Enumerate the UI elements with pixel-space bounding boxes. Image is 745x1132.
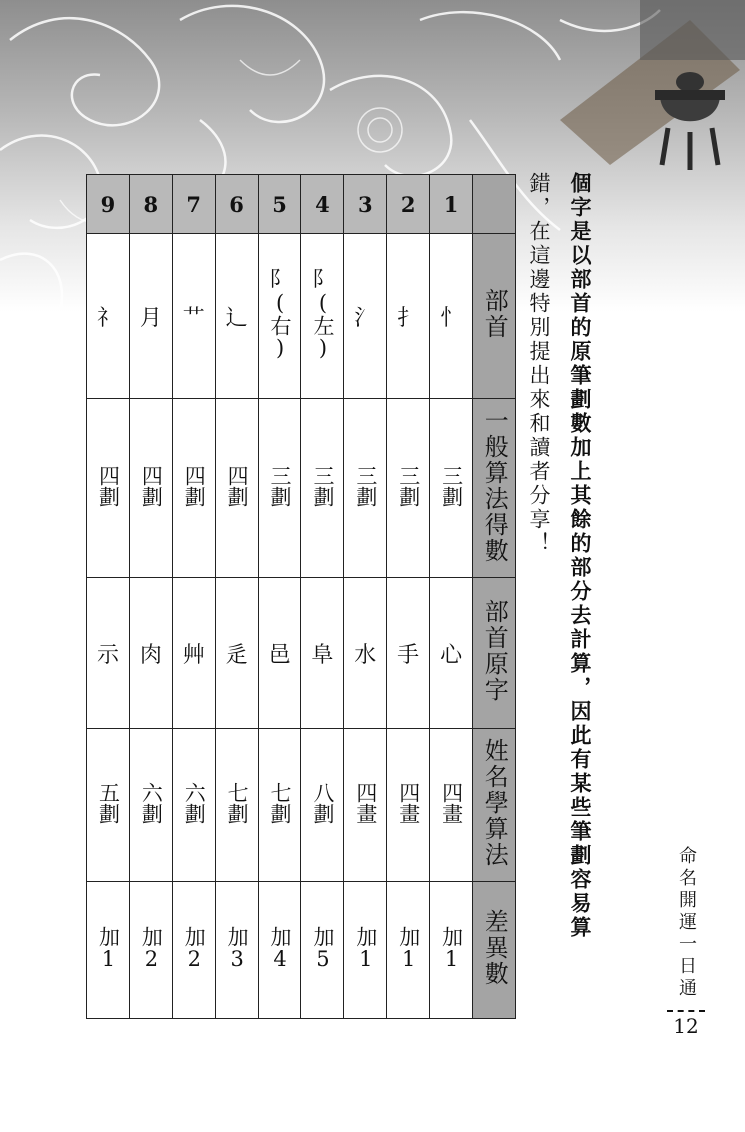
name-method-cell: 六劃 <box>129 729 172 882</box>
table-row-original <box>87 578 516 729</box>
radical-cell <box>172 234 215 399</box>
row-label-general: 一般算法得數 <box>473 399 516 578</box>
table-corner <box>473 175 516 234</box>
body-text-column-2: 錯，在這邊特別提出來和讀者分享！ <box>527 172 551 556</box>
book-title: 命名開運一日通 <box>676 846 697 1000</box>
radical-cell <box>301 234 344 399</box>
column-number: 5 <box>258 175 301 234</box>
difference-cell: 加1 <box>430 882 473 1019</box>
difference-cell: 加4 <box>258 882 301 1019</box>
radical-glyph: 阝 <box>311 266 333 291</box>
table-row-radical <box>87 234 516 399</box>
radical-glyph: 忄 <box>440 305 463 331</box>
page-footer <box>666 846 706 1038</box>
radical-glyph: 扌 <box>397 305 420 331</box>
column-number: 9 <box>87 175 130 234</box>
row-label-original: 部首原字 <box>473 578 516 729</box>
general-cell: 四劃 <box>215 399 258 578</box>
general-cell: 三劃 <box>258 399 301 578</box>
difference-cell: 加3 <box>215 882 258 1019</box>
column-number: 6 <box>215 175 258 234</box>
difference-cell: 加2 <box>129 882 172 1019</box>
original-cell: 阜 <box>301 578 344 729</box>
radical-note: (左) <box>310 291 335 360</box>
original-cell: 水 <box>344 578 387 729</box>
table-row-general <box>87 399 516 578</box>
radical-cell <box>430 234 473 399</box>
body-text-column-1: 個字是以部首的原筆劃數加上其餘的部分去計算，因此有某些筆劃容易算 <box>568 172 593 940</box>
radical-cell <box>87 234 130 399</box>
radical-cell <box>258 234 301 399</box>
radical-cell <box>387 234 430 399</box>
name-method-cell: 七劃 <box>258 729 301 882</box>
row-label-radical: 部首 <box>473 234 516 399</box>
radical-glyph: 氵 <box>354 305 377 331</box>
column-number: 4 <box>301 175 344 234</box>
general-cell: 三劃 <box>301 399 344 578</box>
column-number: 8 <box>129 175 172 234</box>
difference-cell: 加2 <box>172 882 215 1019</box>
general-cell: 四劃 <box>87 399 130 578</box>
row-label-name-method: 姓名學算法 <box>473 729 516 882</box>
difference-cell: 加1 <box>87 882 130 1019</box>
original-cell: 手 <box>387 578 430 729</box>
radical-note: (右) <box>268 291 293 360</box>
original-cell: 邑 <box>258 578 301 729</box>
table-row-name-method <box>87 729 516 882</box>
radical-cell <box>215 234 258 399</box>
column-number: 3 <box>344 175 387 234</box>
name-method-cell: 四畫 <box>430 729 473 882</box>
original-cell: 辵 <box>215 578 258 729</box>
general-cell: 三劃 <box>387 399 430 578</box>
name-method-cell: 六劃 <box>172 729 215 882</box>
radical-glyph: 礻 <box>96 305 119 331</box>
column-number: 1 <box>430 175 473 234</box>
table-row-difference <box>87 882 516 1019</box>
radical-glyph: 月 <box>139 305 162 331</box>
radical-cell <box>129 234 172 399</box>
name-method-cell: 四畫 <box>387 729 430 882</box>
difference-cell: 加1 <box>344 882 387 1019</box>
name-method-cell: 四畫 <box>344 729 387 882</box>
original-cell: 肉 <box>129 578 172 729</box>
original-cell: 艸 <box>172 578 215 729</box>
table-header-row <box>87 175 516 234</box>
general-cell: 三劃 <box>430 399 473 578</box>
radical-glyph: 阝 <box>269 266 290 291</box>
radical-cell <box>344 234 387 399</box>
row-label-difference: 差異數 <box>473 882 516 1019</box>
name-method-cell: 八劃 <box>301 729 344 882</box>
original-cell: 心 <box>430 578 473 729</box>
general-cell: 四劃 <box>129 399 172 578</box>
radical-glyph: 艹 <box>182 305 205 331</box>
difference-cell: 加1 <box>387 882 430 1019</box>
general-cell: 三劃 <box>344 399 387 578</box>
difference-cell: 加5 <box>301 882 344 1019</box>
original-cell: 示 <box>87 578 130 729</box>
radical-stroke-table <box>86 174 516 1016</box>
general-cell: 四劃 <box>172 399 215 578</box>
name-method-cell: 七劃 <box>215 729 258 882</box>
page-number: 12 <box>673 1014 699 1038</box>
column-number: 7 <box>172 175 215 234</box>
radical-glyph: 辶 <box>225 305 248 331</box>
name-method-cell: 五劃 <box>87 729 130 882</box>
column-number: 2 <box>387 175 430 234</box>
footer-divider <box>667 1010 705 1012</box>
